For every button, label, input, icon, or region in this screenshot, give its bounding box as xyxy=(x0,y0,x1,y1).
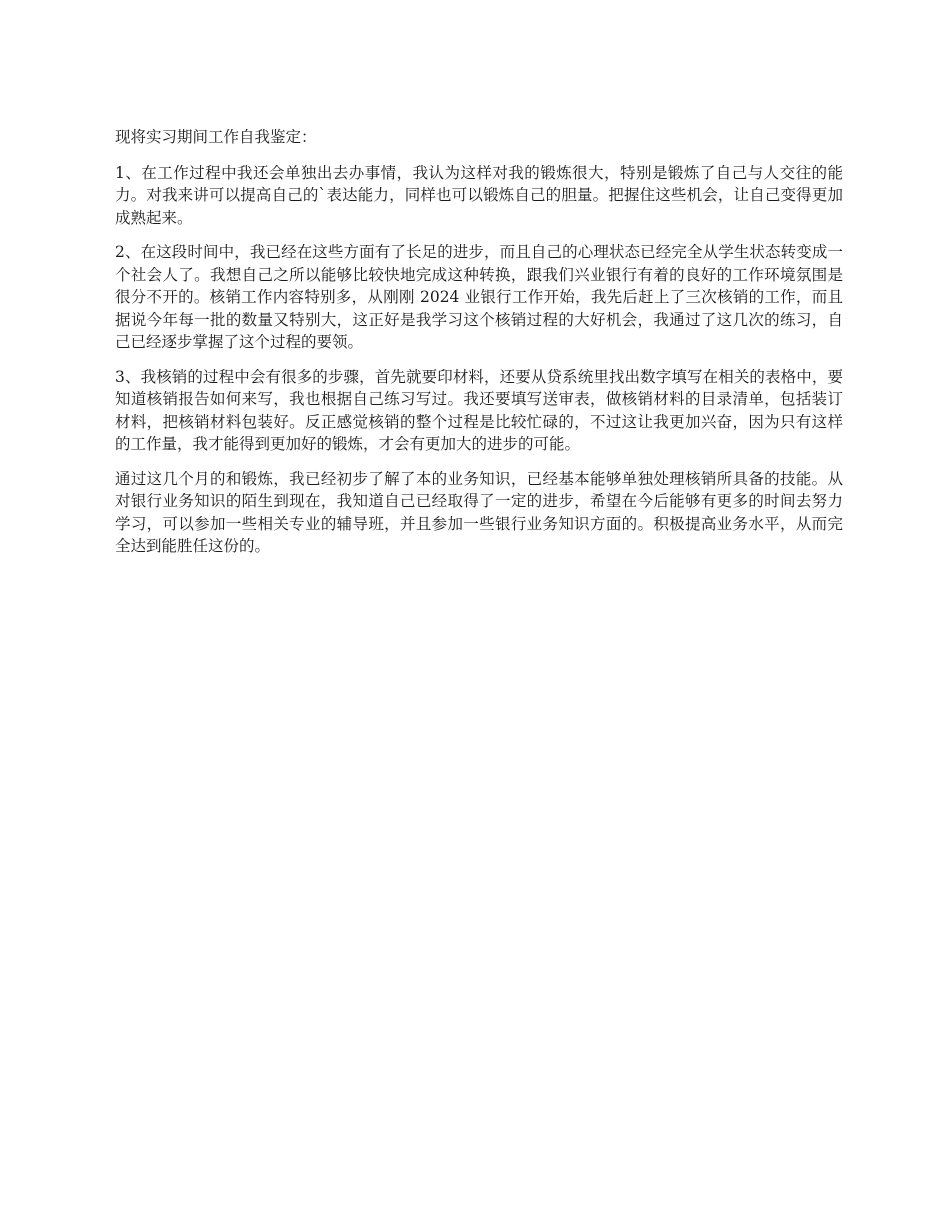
paragraph-conclusion: 通过这几个月的和锻炼，我已经初步了解了本的业务知识，已经基本能够单独处理核销所具备的技能。从对银行业务知识的陌生到现在，我知道自己已经取得了一定的进步，希望在今后能够有更多的时间去努力学习，可以参加一些相关专业的辅导班，并且参加一些银行业务知识方面的。积极提高业务水平，从而完全达到能胜任这份的。 xyxy=(115,469,843,555)
paragraph-2: 2、在这段时间中，我已经在这些方面有了长足的进步，而且自己的心理状态已经完全从学生状态转变成一个社会人了。我想自己之所以能够比较快地完成这种转换，跟我们兴业银行有着的良好的工作环境氛围是很分不开的。核销工作内容特别多，从刚刚 2024 业银行工作开始，我先后赶上了三次核销的工作，而且据说今年每一批的数量又特别大，这正好是我学习这个核销过程的大好机会，我通过了这几次的练习，自己已经逐步掌握了这个过程的要领。 xyxy=(115,243,843,351)
paragraph-3: 3、我核销的过程中会有很多的步骤，首先就要印材料，还要从贷系统里找出数字填写在相关的表格中，要知道核销报告如何来写，我也根据自己练习写过。我还要填写送审表，做核销材料的目录清单，包括装订材料，把核销材料包装好。反正感觉核销的整个过程是比较忙碌的，不过这让我更加兴奋，因为只有这样的工作量，我才能得到更加好的锻炼，才会有更加大的进步的可能。 xyxy=(115,367,843,453)
paragraph-1: 1、在工作过程中我还会单独出去办事情，我认为这样对我的锻炼很大，特别是锻炼了自己与人交往的能力。对我来讲可以提高自己的`表达能力，同样也可以锻炼自己的胆量。把握住这些机会，让自己变得更加成熟起来。 xyxy=(115,163,843,227)
document-body xyxy=(115,126,843,570)
document-intro: 现将实习期间工作自我鉴定： xyxy=(115,128,317,146)
